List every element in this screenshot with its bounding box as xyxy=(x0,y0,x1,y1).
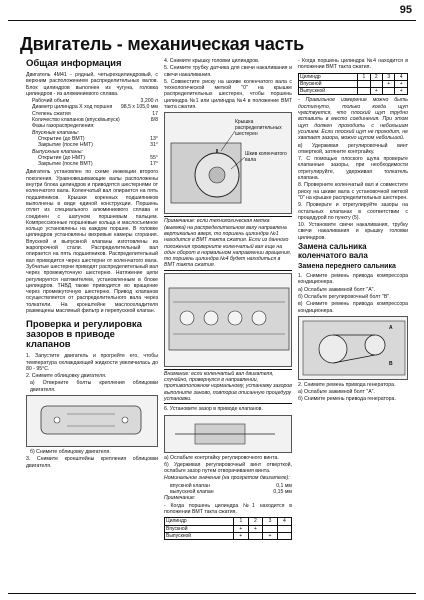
ac-belt-figure xyxy=(298,316,408,380)
adjust-step: 3. Снимите кронштейны крепления облицовки двигателя. xyxy=(26,456,158,469)
column-right xyxy=(298,58,408,404)
spec-row: Диаметр цилиндра Х ход поршня 98,5 х 105,0 мм xyxy=(32,104,158,111)
spec-row: выпускной клапан 0,15 мм xyxy=(170,489,292,496)
table-row: Цилиндр 1 2 3 4 xyxy=(165,518,292,525)
phases-heading: Фазы газораспределения: xyxy=(32,123,95,130)
step-text: а) Ослабьте зажимной болт "А". xyxy=(298,389,375,396)
intake-heading: Впускные клапаны: xyxy=(32,129,80,136)
mark-b: В xyxy=(389,360,393,367)
valve-train-figure xyxy=(164,273,292,367)
table-row: Выпускной + + xyxy=(299,88,408,95)
crankshaft-pulley-figure xyxy=(164,112,292,214)
step-text: 5. Снимите трубку датчика для свечи накаливания и свечи накаливания. xyxy=(164,65,292,78)
step-text: а) Ослабьте зажимной болт "А". xyxy=(298,286,375,293)
mark-a: А xyxy=(389,324,393,331)
step-text: б) Удерживая регулировочный винт отверткой, ослабьте зазор путем отворачивания винта. xyxy=(164,461,292,475)
figure-label: Крышка распределительных шестерен xyxy=(235,119,282,138)
adjust-step: а) Отверните болты крепления облицовки двигателя. xyxy=(30,380,158,393)
figure-label: Шкив коленчатого вала xyxy=(245,151,287,164)
table-note-text: - Когда поршень цилиндра №4 находится в положении ВМТ такта сжатия. xyxy=(298,58,408,71)
valve-table-2 xyxy=(298,73,408,96)
table-row: Цилиндр 1 2 3 4 xyxy=(299,73,408,80)
spec-row: Рабочий объем 3,200 л xyxy=(32,98,158,105)
step-text: 5. Совместите риску на шкиве коленчатого вала с технологической меткой "0" на крышке распределительных шестерен, чтобы поршень цилиндра №1 или цилиндра №4 в положение ВМТ такта сжатия. xyxy=(164,78,292,111)
spec-row: Открытие (до НМТ) 55° xyxy=(38,154,158,161)
body-text: - Правильное измерение можно быть достигнуто, только когда щуп чувствуется, что плоский щуп трудно вставить в место соединения. При этом щуп должен проходить с небольшим усилием. Если плоский щуп не проходит, не хватает зазора, можно щупом небольшой. xyxy=(298,97,408,142)
general-text: Двигатель 4M41 - рядный, четырехцилиндровый, с верхним расположением распределительных валов. Блок цилиндров выполнен из чугуна, головка цилиндров - из алюминиевого сплава. xyxy=(26,72,158,97)
adjust-step: 2. Снимите облицовку двигателя. xyxy=(26,373,107,380)
page-title: Двигатель - механическая часть xyxy=(20,34,304,54)
step-text: 4. Снимите крышку головки цилиндров. xyxy=(164,58,260,64)
warning-block: Внимание: если коленчатый вал двигателя, случайно, провернулся в направлении, противоположном нормальному, установку зазоров выполните заново, повторив описанную процедуру установки. xyxy=(164,369,292,404)
nominal-heading: Номинальное значение (на прогретом двигателе): xyxy=(164,475,290,482)
spec-row: Степень сжатия 17 xyxy=(32,110,158,117)
body-text: Двигатель установлен по схеме инжекции второго поколения. Уравновешивающие валы расположены внутри блока цилиндров и приводятся шестернями от коленчатого вала. Коленчатый вал опирается на пять подшипников. Крышки коренных подшипников выполнены в виде единой конструкции. Поршень отлит из специального алюминиевого сплава и соединен с шатуном поршневым пальцем. Компрессионные поршневые кольца и маслосъемное кольцо установлены на каждом поршне. В головке цилиндров установлены вихревые камеры сгорания. Впускной и выпускной клапаны изготовлены из жаропрочной стали. Распределительный вал опирается на пять подшипников. Распределительный вал приводится через шестерни от коленчатого вала. Зубчатые шестерни приводят распределительный вал через промежуточную шестерню. Натяжение цепи регулируется натяжителем, установленным в блоке цилиндров. ТНВД также приводится во вращение через промежуточную шестерню. Привод клапанов осуществляется от распределительного вала через толкатели. На кронштейне маслоохладителя размещены масляный фильтр и перепускной клапан. xyxy=(26,169,158,314)
step-text: б) Снимите ремень привода генератора. xyxy=(298,396,396,403)
table-row: Выпускной + + xyxy=(165,532,292,539)
step-text: 6. Установите зазор в приводе клапанов. xyxy=(164,406,263,413)
body-text: в) Удерживая регулировочный винт отверткой, затяните контргайку. xyxy=(298,142,408,155)
adjust-step: 1. Запустите двигатель и прогрейте его, чтобы температура охлаждающей жидкости увеличилась до 80 - 95°С. xyxy=(26,353,158,372)
column-left xyxy=(26,58,158,470)
seal-heading: Замена сальника коленчатого вала xyxy=(298,242,368,261)
adjust-heading: Проверка и регулировка зазоров в приводе клапанов xyxy=(26,319,142,351)
feeler-gauge-figure xyxy=(164,415,292,453)
general-heading: Общая информация xyxy=(26,58,122,69)
step-text: б) Ослабьте регулировочный болт "В". xyxy=(298,293,391,300)
step-text: 2. Снимите ремень привода генератора. xyxy=(298,381,396,388)
front-seal-heading: Замена переднего сальника xyxy=(298,263,396,271)
engine-cover-figure xyxy=(26,395,158,447)
table-row: Впускной + + xyxy=(299,80,408,87)
column-middle xyxy=(164,58,292,542)
body-text: 10. Установите свечи накаливания, трубку свечи накаливания и крышку головки цилиндров. xyxy=(298,222,408,241)
spec-row: Открытие (до ВМТ) 13° xyxy=(38,135,158,142)
step-text: в) Снимите ремень привода компрессора кондиционера. xyxy=(298,301,408,314)
table-note: Примечание: xyxy=(164,495,196,502)
body-text: 9. Проверьте и отрегулируйте зазоры на остальных клапанах в соответствии с процедурой по пункту (5). xyxy=(298,202,408,221)
step-text: а) Ослабьте контргайку регулировочного винта. xyxy=(164,454,279,461)
note-block: Примечание: если технологическая метка (выемка) на распределительном валу направлена вертикально вверх, то поршень цилиндра №1 находится в ВМТ такта сжатия. Если из данного положения проверните коленчатый вал еще на один оборот в нормальном направлении вращения, то поршень цилиндра №4 будет находиться в ВМТ такта сжатия. xyxy=(164,216,292,270)
spec-row: Количество клапанов (впуск/выпуск) 8/8 xyxy=(32,117,158,124)
body-text: 8. Проверните коленчатый вал и совместите риску на шкиве вала с установочной меткой "0" на крышке распределительных шестерен. xyxy=(298,182,408,201)
header-rule xyxy=(8,6,416,21)
body-text: 7. С помощью плоского щупа проверьте клапанные зазоры, при необходимости отрегулируйте, удерживая толкатель клапана. xyxy=(298,156,408,182)
spec-row: Закрытие (после ВМТ) 17° xyxy=(38,161,158,168)
step-text: 1. Снимите ремень привода компрессора кондиционера. xyxy=(298,273,408,286)
exhaust-heading: Выпускные клапаны: xyxy=(32,148,83,155)
valve-table-1 xyxy=(164,517,292,540)
page-number: 95 xyxy=(399,4,412,16)
spec-row: впускной клапан 0,1 мм xyxy=(170,482,292,489)
adjust-step: б) Снимите облицовку двигателя. xyxy=(30,449,111,456)
footer-rule xyxy=(8,593,416,594)
table-row: Впускной + + xyxy=(165,525,292,532)
spec-row: Закрытие (после НМТ) 31° xyxy=(38,142,158,149)
table-note-text: - Когда поршень цилиндра №1 находится в положении ВМТ такта сжатия. xyxy=(164,502,292,515)
